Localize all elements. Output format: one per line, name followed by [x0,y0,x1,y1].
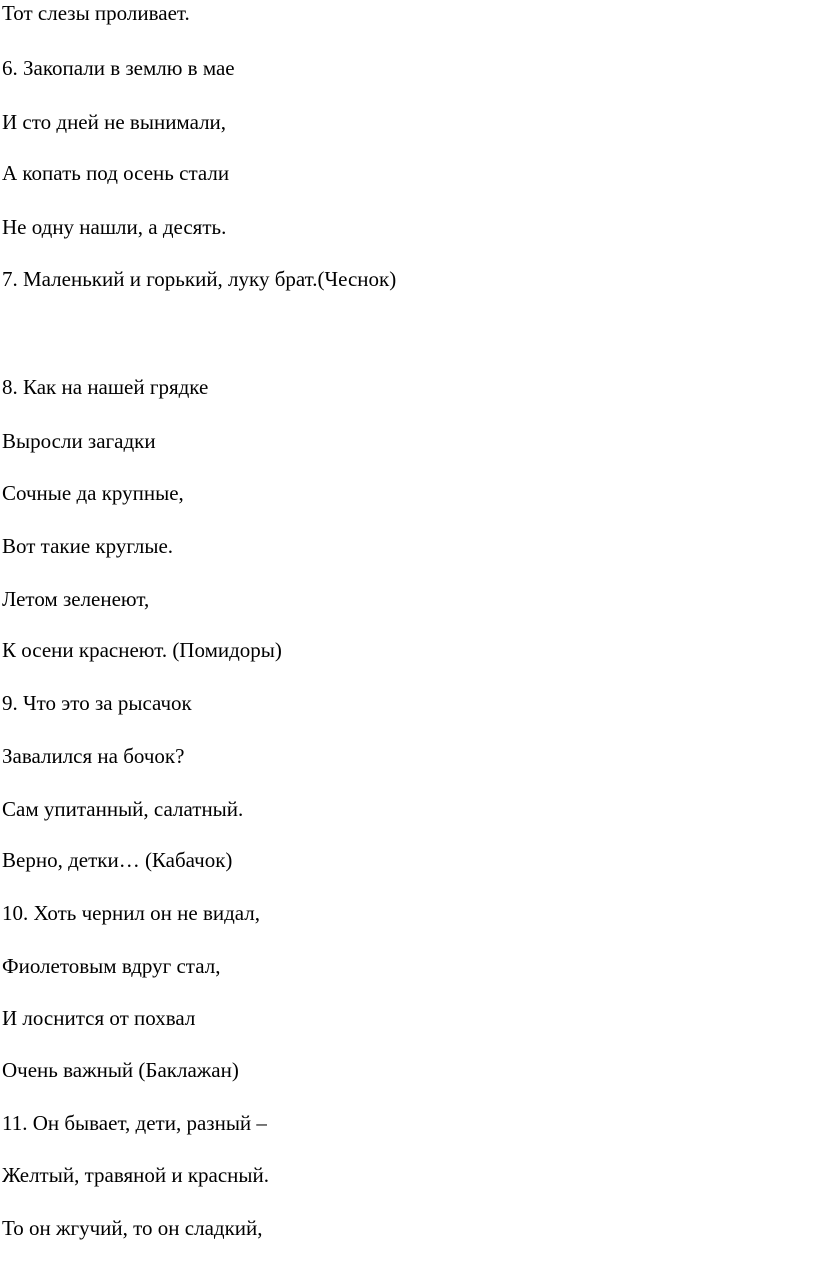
text-line: Летом зеленеют, [2,587,150,611]
text-line: 10. Хоть чернил он не видал, [2,901,261,925]
text-line: Фиолетовым вдруг стал, [2,954,221,978]
text-line: 8. Как на нашей грядке [2,375,209,399]
text-line: А копать под осень стали [2,161,230,185]
text-line: И лоснится от похвал [2,1006,196,1030]
text-line: Сам упитанный, салатный. [2,797,244,821]
text-line: Выросли загадки [2,429,156,453]
text-line: К осени краснеют. (Помидоры) [2,638,282,662]
text-line: 11. Он бывает, дети, разный – [2,1111,267,1135]
text-line: Очень важный (Баклажан) [2,1058,239,1082]
text-line: 7. Маленький и горький, луку брат.(Чеснок) [2,267,397,291]
text-line: Завалился на бочок? [2,744,185,768]
text-line: Сочные да крупные, [2,481,184,505]
text-line: То он жгучий, то он сладкий, [2,1216,263,1240]
text-line: Тот слезы проливает. [2,1,190,25]
text-line: И сто дней не вынимали, [2,110,227,134]
text-line: Желтый, травяной и красный. [2,1163,270,1187]
text-line: Вот такие круглые. [2,534,174,558]
text-line: Не одну нашли, а десять. [2,215,227,239]
text-line: 6. Закопали в землю в мае [2,56,235,80]
text-line: 9. Что это за рысачок [2,691,192,715]
text-line: Верно, детки… (Кабачок) [2,848,233,872]
